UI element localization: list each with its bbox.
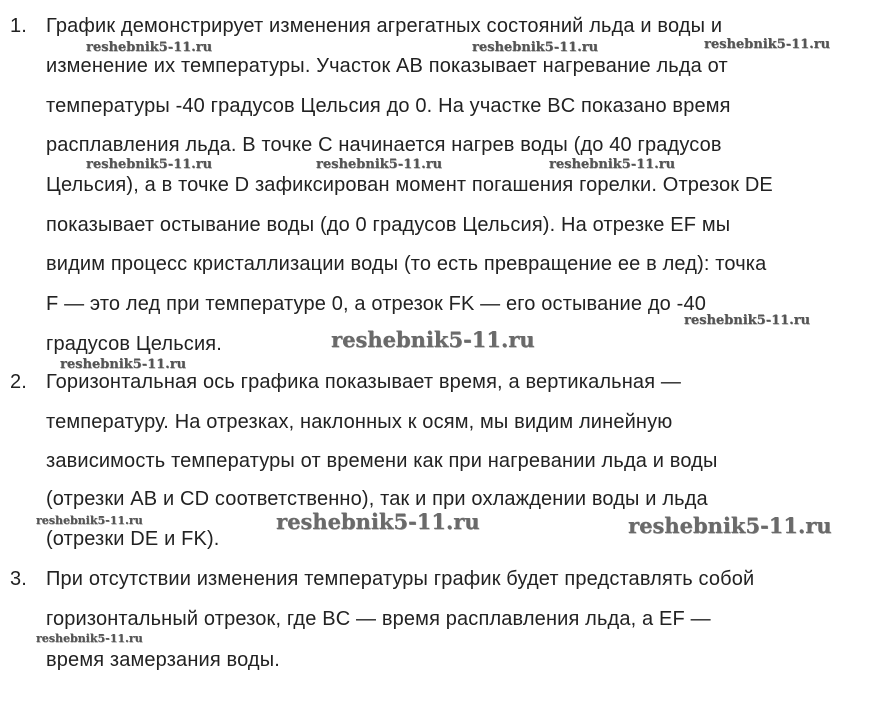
list-number: 1. bbox=[10, 15, 27, 37]
watermark-text: reshebnik5-11.ru bbox=[684, 313, 811, 328]
text-line: градусов Цельсия. bbox=[46, 333, 222, 355]
text-line: (отрезки AB и CD соответственно), так и при охлаждении воды и льда bbox=[46, 488, 708, 510]
watermark-text: reshebnik5-11.ru bbox=[549, 157, 676, 172]
watermark-text: reshebnik5-11.ru bbox=[628, 513, 832, 538]
watermark-text: reshebnik5-11.ru bbox=[60, 357, 187, 372]
text-line: Горизонтальная ось графика показывает время, а вертикальная — bbox=[46, 371, 682, 393]
text-line: время замерзания воды. bbox=[46, 649, 280, 671]
text-line: (отрезки DE и FK). bbox=[46, 528, 220, 550]
text-line: горизонтальный отрезок, где BC — время расплавления льда, а EF — bbox=[46, 608, 711, 630]
text-line: показывает остывание воды (до 0 градусов Цельсия). На отрезке EF мы bbox=[46, 214, 731, 236]
list-number: 3. bbox=[10, 568, 27, 590]
text-line: видим процесс кристаллизации воды (то есть превращение ее в лед): точка bbox=[46, 253, 767, 275]
watermark-text: reshebnik5-11.ru bbox=[331, 327, 535, 352]
text-line: зависимость температуры от времени как при нагревании льда и воды bbox=[46, 450, 718, 472]
watermark-text: reshebnik5-11.ru bbox=[316, 157, 443, 172]
text-line: График демонстрирует изменения агрегатных состояний льда и воды и bbox=[46, 15, 723, 37]
watermark-text: reshebnik5-11.ru bbox=[36, 514, 143, 527]
watermark-text: reshebnik5-11.ru bbox=[86, 40, 213, 55]
text-line: F — это лед при температуре 0, а отрезок FK — его остывание до -40 bbox=[46, 293, 707, 315]
watermark-text: reshebnik5-11.ru bbox=[36, 632, 143, 645]
text-line: температуры -40 градусов Цельсия до 0. На участке BC показано время bbox=[46, 95, 731, 117]
text-line: Цельсия), а в точке D зафиксирован момент погашения горелки. Отрезок DE bbox=[46, 174, 773, 196]
watermark-text: reshebnik5-11.ru bbox=[472, 40, 599, 55]
watermark-text: reshebnik5-11.ru bbox=[86, 157, 213, 172]
text-line: расплавления льда. В точке C начинается нагрев воды (до 40 градусов bbox=[46, 134, 722, 156]
watermark-text: reshebnik5-11.ru bbox=[276, 509, 480, 534]
list-number: 2. bbox=[10, 371, 27, 393]
text-line: температуру. На отрезках, наклонных к осям, мы видим линейную bbox=[46, 411, 673, 433]
text-line: изменение их температуры. Участок AB показывает нагревание льда от bbox=[46, 55, 728, 77]
watermark-text: reshebnik5-11.ru bbox=[704, 37, 831, 52]
text-line: При отсутствии изменения температуры график будет представлять собой bbox=[46, 568, 755, 590]
